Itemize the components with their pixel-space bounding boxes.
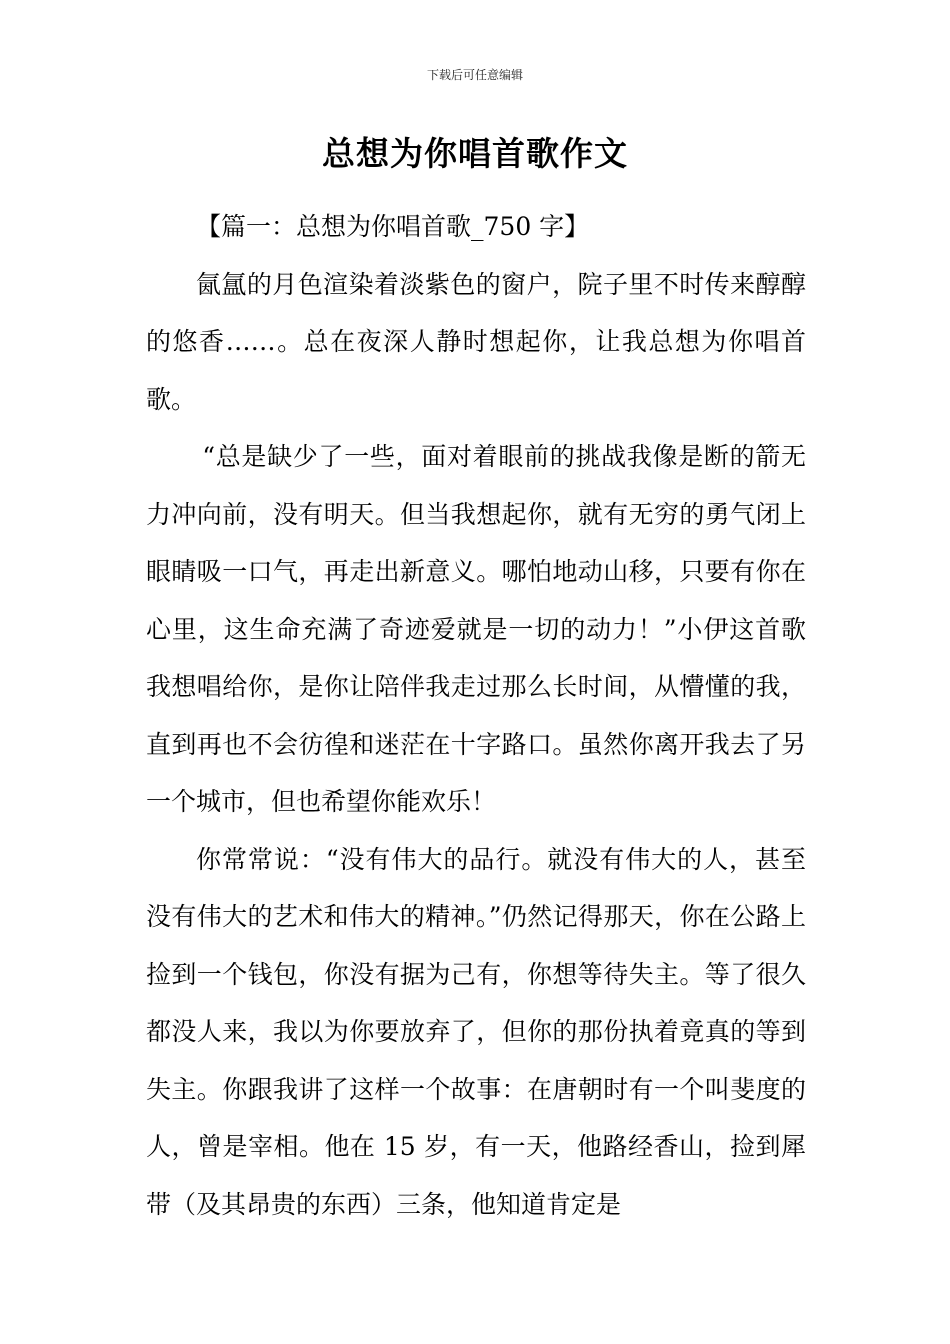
paragraph-2: “总是缺少了一些，面对着眼前的挑战我像是断的箭无力冲向前，没有明天。但当我想起你，就有无穷的勇气闭上眼睛吸一口气，再走出新意义。哪怕地动山移，只要有你在心里，这生命充满了奇迹爱就是一切的动力！”小伊这首歌我想唱给你，是你让陪伴我走过那么长时间，从懵懂的我，直到再也不会彷徨和迷茫在十字路口。虽然你离开我去了另一个城市，但也希望你能欢乐！: [146, 442, 806, 816]
paragraph-3: 你常常说：“没有伟大的品行。就没有伟大的人，甚至没有伟大的艺术和伟大的精神。”仍然记得那天，你在公路上捡到一个钱包，你没有据为己有，你想等待失主。等了很久都没人来，我以为你要放弃了，但你的那份执着竟真的等到失主。你跟我讲了这样一个故事：在唐朝时有一个叫斐度的人，曾是宰相。他在 15 岁，有一天，他路经香山，捡到犀带（及其昂贵的东西）三条，他知道肯定是: [146, 844, 806, 1219]
section-heading: 【篇一：总想为你唱首歌_750 字】: [196, 212, 590, 241]
document-body: [146, 198, 806, 1233]
document-title: 总想为你唱首歌作文: [322, 134, 628, 173]
paragraph-1: 氤氲的月色渲染着淡紫色的窗户，院子里不时传来醇醇的悠香……。总在夜深人静时想起你，让我总想为你唱首歌。: [146, 269, 806, 414]
header-note: 下载后可任意编辑: [426, 68, 523, 82]
